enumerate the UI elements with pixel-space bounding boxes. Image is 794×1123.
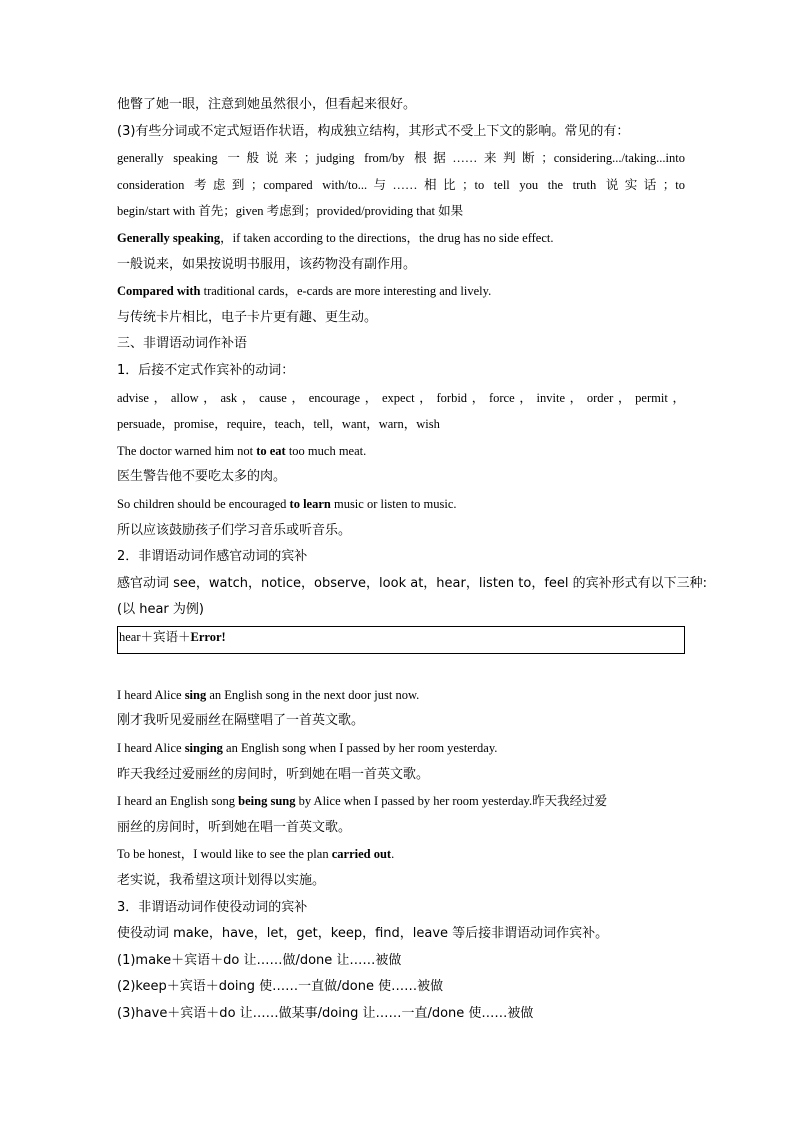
example-sentence [117,735,685,762]
translation-line: 与传统卡片相比，电子卡片更有趣、更生动。 [117,309,378,325]
subsection-heading: 2．非谓语动词作感官动词的宾补 [117,549,308,565]
sentence-text: I heard an English song [117,794,239,809]
bold-phrase: Compared with [117,284,201,299]
translation-line: 老实说，我希望这项计划得以实施。 [117,873,326,889]
example-sentence [117,225,685,252]
sentence-text: by Alice when I passed by her room yesterday.昨天我经过爱 [295,794,608,809]
bold-phrase: to learn [289,496,331,511]
text-line: 使役动词 make，have，let，get，keep，find，leave 等后接非谓语动词作宾补。 [117,926,609,942]
example-sentence [117,841,685,868]
example-sentence [117,438,685,465]
pattern-line: (3)have＋宾语＋do 让……做某事/doing 让……一直/done 使……被做 [117,1006,534,1021]
text-line: (以 hear 为例) [117,602,204,618]
text-line: consideration 考虑到；compared with/to...与……相比；to tell you the truth 说实话；to [117,177,685,192]
translation-line: 昨天我经过爱丽丝的房间时，听到她在唱一首英文歌。 [117,766,430,782]
translation-line: 丽丝的房间时，听到她在唱一首英文歌。 [117,819,352,835]
sentence-text: an English song in the next door just now. [206,687,420,702]
translation-line: 所以应该鼓励孩子们学习音乐或听音乐。 [117,522,352,538]
sentence-text: I heard Alice [117,687,185,702]
bold-phrase: carried out [331,847,392,862]
bold-phrase: Generally speaking [117,230,221,245]
sentence-text: So children should be encouraged [117,496,290,511]
sentence-text: I heard Alice [117,741,185,756]
bold-phrase: being sung [238,794,296,809]
example-sentence [117,491,685,518]
sentence-text: too much meat. [285,443,367,458]
pattern-line: (1)make＋宾语＋do 让……做/done 让……被做 [117,952,402,968]
text-line: 他瞥了她一眼，注意到她虽然很小，但看起来很好。 [117,97,417,112]
document-body [117,92,708,1028]
subsection-heading: 3．非谓语动词作使役动词的宾补 [117,899,308,915]
text-line: generally speaking 一般说来；judging from/by 根据……来判断；considering.../taking...into [117,151,685,166]
text-line: 感官动词 see，watch，notice，observe，look at，hear，listen to，feel 的宾补形式有以下三种: [117,575,708,591]
translation-line: 一般说来，如果按说明书服用，该药物没有副作用。 [117,256,417,272]
translation-line: 医生警告他不要吃太多的肉。 [117,469,287,485]
sentence-text: traditional cards，e-cards are more interesting and lively. [200,284,492,299]
bold-phrase: singing [184,741,223,756]
bold-phrase: to eat [256,443,286,458]
verb-list-line: advise，allow，ask，cause，encourage，expect，forbid，force，invite，order，permit， [117,390,685,405]
formula-text: hear＋宾语＋ [119,629,191,644]
translation-line: 刚才我听见爱丽丝在隔壁唱了一首英文歌。 [117,713,365,729]
pattern-line: (2)keep＋宾语＋doing 使……一直做/done 使……被做 [117,979,444,995]
sentence-text: ，if taken according to the directions，the drug has no side effect. [220,230,554,245]
sentence-text: The doctor warned him not [117,443,257,458]
sentence-text: music or listen to music. [330,496,457,511]
example-sentence [117,788,685,815]
subsection-heading: 1．后接不定式作宾补的动词： [117,362,295,378]
example-sentence [117,278,685,305]
formula-box [117,626,685,654]
sentence-text: . [391,847,395,862]
sentence-text: an English song when I passed by her room yesterday. [222,741,498,756]
section-heading: 三、非谓语动词作补语 [117,336,248,352]
text-line: begin/start with 首先；given 考虑到；provided/providing that 如果 [117,204,464,219]
example-sentence [117,682,685,709]
spacer [117,660,685,682]
bold-phrase: sing [184,687,207,702]
error-field: Error! [190,629,226,644]
verb-list-line: persuade，promise，require，teach，tell，want，warn，wish [117,417,440,432]
sentence-text: To be honest，I would like to see the plan [117,847,332,862]
text-line: (3)有些分词或不定式短语作状语，构成独立结构，其形式不受上下文的影响。常见的有： [117,123,630,139]
